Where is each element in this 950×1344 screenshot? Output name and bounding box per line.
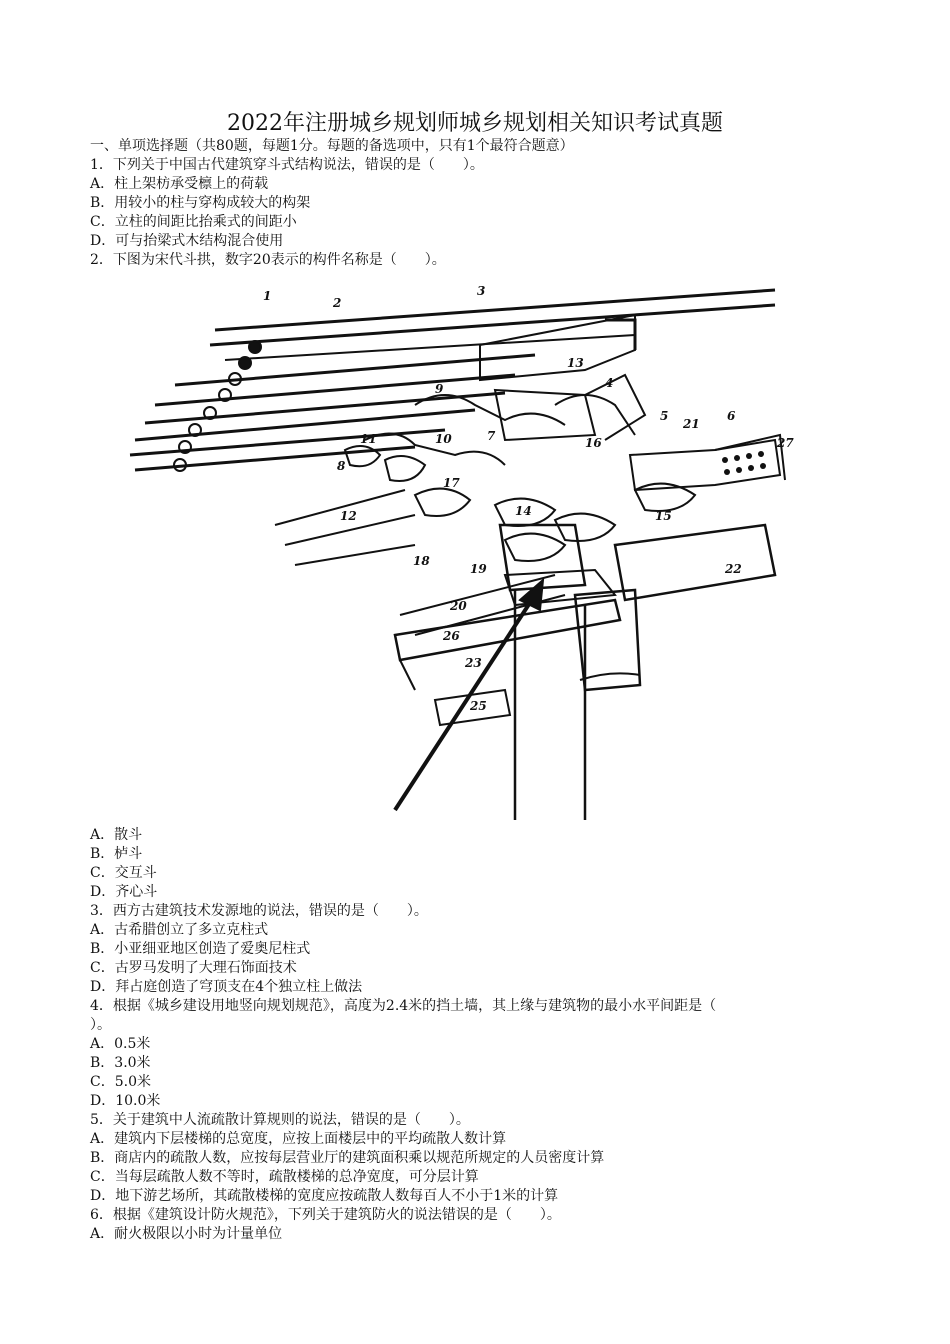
song-dougong-figure [115, 275, 805, 820]
section-q2-q6 [90, 826, 880, 1244]
figure-label: 15 [655, 509, 672, 523]
figure-label: 16 [585, 436, 602, 450]
q6-stem: 6．根据《建筑设计防火规范》，下列关于建筑防火的说法错误的是（ ）。 [90, 1207, 561, 1223]
q1-option-b: B．用较小的柱与穿构成较大的构架 [90, 195, 311, 211]
q2-option-b: B．栌斗 [90, 846, 143, 862]
figure-label: 19 [470, 562, 487, 576]
figure-label: 12 [340, 509, 357, 523]
section-q1 [90, 137, 880, 270]
figure-label: 5 [660, 409, 669, 423]
q3-option-c: C．古罗马发明了大理石饰面技术 [90, 960, 297, 976]
q4-option-d: D．10.0米 [90, 1093, 161, 1109]
figure-label: 2 [333, 296, 342, 310]
q4-stem-line2: ）。 [90, 1017, 111, 1033]
q4-option-c: C．5.0米 [90, 1074, 151, 1090]
q5-option-c: C．当每层疏散人数不等时，疏散楼梯的总净宽度，可分层计算 [90, 1169, 479, 1185]
q5-option-d: D．地下游艺场所，其疏散楼梯的宽度应按疏散人数每百人不小于1米的计算 [90, 1188, 559, 1204]
q2-option-d: D．齐心斗 [90, 884, 158, 900]
q2-option-c: C．交互斗 [90, 865, 157, 881]
figure-label: 23 [465, 656, 482, 670]
q4-option-a: A．0.5米 [90, 1036, 151, 1052]
q5-stem: 5．关于建筑中人流疏散计算规则的说法，错误的是（ ）。 [90, 1112, 470, 1128]
figure-label: 26 [443, 629, 460, 643]
q4-option-b: B．3.0米 [90, 1055, 151, 1071]
q3-stem: 3．西方古建筑技术发源地的说法，错误的是（ ）。 [90, 903, 428, 919]
figure-label: 3 [477, 284, 486, 298]
q3-option-b: B．小亚细亚地区创造了爱奥尼柱式 [90, 941, 311, 957]
figure-label: 1 [263, 289, 272, 303]
q2-option-a: A．散斗 [90, 827, 143, 843]
q3-option-d: D．拜占庭创造了穹顶支在4个独立柱上做法 [90, 979, 363, 995]
q5-option-b: B．商店内的疏散人数，应按每层营业厅的建筑面积乘以规范所规定的人员密度计算 [90, 1150, 605, 1166]
q6-option-a: A．耐火极限以小时为计量单位 [90, 1226, 283, 1242]
dougong-drawing [115, 275, 805, 820]
q1-option-d: D．可与抬梁式木结构混合使用 [90, 233, 284, 249]
figure-label: 18 [413, 554, 430, 568]
q1-stem: 1．下列关于中国古代建筑穿斗式结构说法，错误的是（ ）。 [90, 157, 484, 173]
figure-label: 11 [360, 432, 377, 446]
figure-label: 17 [443, 476, 460, 490]
q3-option-a: A．古希腊创立了多立克柱式 [90, 922, 269, 938]
figure-label: 21 [683, 417, 700, 431]
figure-label: 9 [435, 382, 444, 396]
figure-label: 4 [605, 376, 614, 390]
figure-label: 13 [567, 356, 584, 370]
q5-option-a: A．建筑内下层楼梯的总宽度，应按上面楼层中的平均疏散人数计算 [90, 1131, 507, 1147]
q1-option-c: C．立柱的间距比抬乘式的间距小 [90, 214, 297, 230]
figure-label: 6 [727, 409, 736, 423]
figure-label: 20 [450, 599, 467, 613]
figure-label: 14 [515, 504, 532, 518]
q4-stem-line1: 4．根据《城乡建设用地竖向规划规范》，高度为2.4米的挡土墙，其上缘与建筑物的最小水平间距是（ [90, 998, 717, 1014]
figure-label: 22 [725, 562, 742, 576]
figure-label: 10 [435, 432, 452, 446]
figure-label: 25 [470, 699, 487, 713]
figure-label: 7 [487, 429, 496, 443]
section-heading: 一、单项选择题（共80题，每题1分。每题的备选项中，只有1个最符合题意） [90, 138, 574, 154]
q1-option-a: A．柱上架枋承受檩上的荷载 [90, 176, 269, 192]
q2-stem: 2．下图为宋代斗拱，数字20表示的构件名称是（ ）。 [90, 252, 446, 268]
figure-label: 27 [777, 436, 794, 450]
page-title: 2022年注册城乡规划师城乡规划相关知识考试真题 [227, 111, 723, 136]
figure-label: 8 [337, 459, 346, 473]
